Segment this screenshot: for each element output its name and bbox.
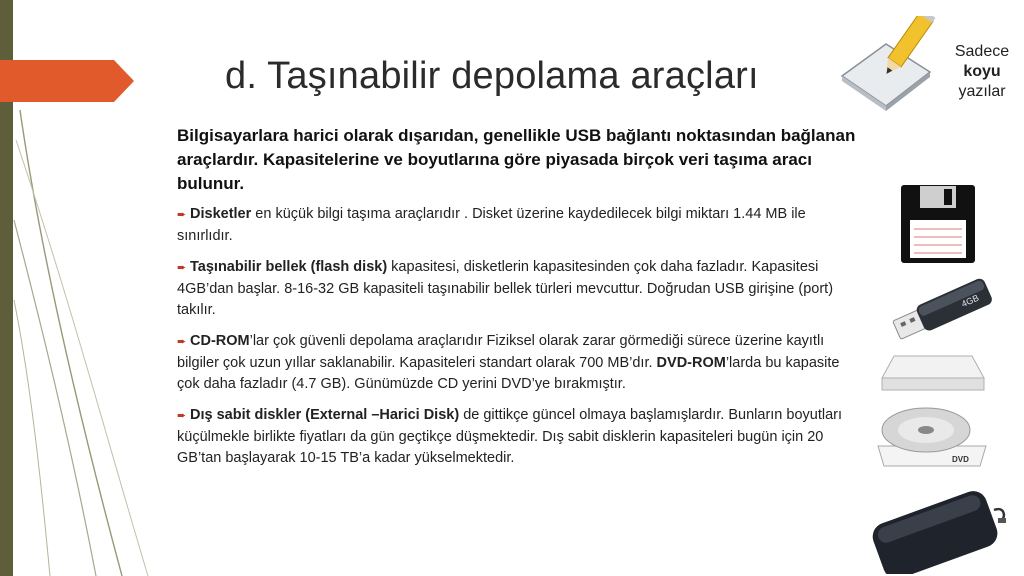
bullet-bold-term: Taşınabilir bellek (flash disk) [190, 259, 388, 275]
bullet-bold-term: CD-ROM [190, 333, 250, 349]
bullet-bold-term-2: DVD-ROM [656, 355, 726, 371]
floppy-disk-image [900, 184, 976, 264]
bullet-arrow-icon: ➨ [177, 410, 187, 422]
bullet-cd-rom [177, 331, 857, 395]
pencil-note-icon [836, 16, 936, 112]
bullet-text: en küçük bilgi taşıma araçlarıdır . Disket üzerine kaydedilecek bilgi miktarı 1.44 MB ile sınırlıdır. [177, 206, 806, 244]
page-title: d. Taşınabilir depolama araçları [225, 55, 759, 97]
bullet-text-2: ’larda bu kapasite çok daha fazladır (4.7 GB). Günümüzde CD yerini DVD’ye bırakmıştır. [177, 355, 840, 392]
note-line-2: koyu [963, 63, 1001, 80]
bullet-arrow-icon: ➨ [177, 336, 187, 348]
title-accent-arrow [0, 60, 134, 102]
bullet-text: ’lar çok güvenli depolama araçlarıdır Fiziksel olarak zarar görmediği sürece üzerine kayıtlı bilgiler çok uzun yıllar saklanabilir. Kapasiteleri standart olarak 700 MB’dır. [177, 333, 825, 371]
content-body [177, 124, 857, 479]
note-line-1: Sadece [954, 43, 1010, 60]
dvd-logo-label: DVD [952, 455, 969, 464]
intro-paragraph: Bilgisayarlara harici olarak dışarıdan, genellikle USB bağlantı noktasından bağlanan araçlardır. Kapasitelerine ve boyutlarına göre piyasada birçok veri taşıma aracı bulunur. [177, 126, 856, 193]
note-box [836, 16, 1024, 116]
bullet-arrow-icon: ➨ [177, 209, 187, 221]
bullet-arrow-icon: ➨ [177, 262, 187, 274]
note-line-3: yazılar [958, 83, 1006, 100]
bullet-text: de gittikçe güncel olmaya başlamışlardır. Bunların boyutları küçülmekle birlikte fiyatları da gün geçtikçe düşmektedir. Dış sabit disklerin kapasiteleri bugün için 20 GB’tan başlayarak 10-15 TB’a kadar yükselmektedir. [177, 407, 843, 466]
usb-capacity-label: 4GB [959, 292, 981, 310]
external-hard-disk-image [866, 488, 1014, 574]
bullet-bold-term: Dış sabit diskler (External –Harici Disk) [190, 407, 460, 423]
bullet-bold-term: Disketler [190, 206, 252, 222]
dvd-drive-image [876, 350, 988, 482]
bullet-disketler [177, 204, 857, 247]
usb-flash-drive-image [886, 272, 998, 346]
bullet-flash-disk [177, 257, 857, 321]
bullet-text: kapasitesi, disketlerin kapasitesinden çok daha fazladır. Kapasitesi 4GB’dan başlar. 8-16-32 GB kapasiteli taşınabilir bellek türleri mevcuttur. Doğrudan USB girişine (port) takılır. [177, 259, 834, 318]
bullet-external-disk [177, 405, 857, 469]
